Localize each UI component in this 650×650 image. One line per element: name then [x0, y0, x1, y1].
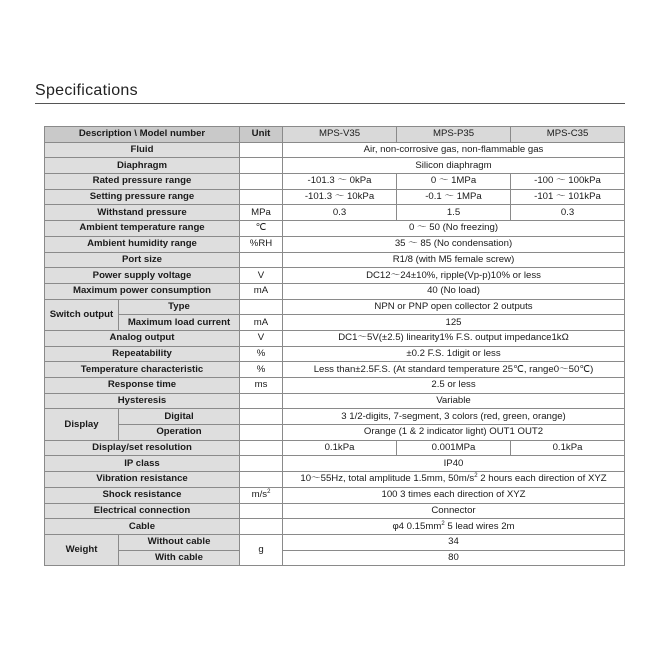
table-row — [45, 299, 625, 315]
row-value-p35: 0.001MPa — [397, 440, 511, 456]
row-value-p35: -0.1 ～ 1MPa — [397, 189, 511, 205]
row-unit: g — [240, 534, 283, 565]
row-unit — [240, 425, 283, 441]
row-label: Withstand pressure — [45, 205, 240, 221]
row-value: 40 (No load) — [283, 283, 625, 299]
sub-label: Type — [119, 299, 240, 315]
sub-label: Without cable — [119, 534, 240, 550]
table-row — [45, 425, 625, 441]
value-text: φ4 0.15mm — [392, 520, 442, 532]
row-value-c35: -100 ～ 100kPa — [511, 174, 625, 190]
row-unit — [240, 252, 283, 268]
group-label-weight: Weight — [45, 534, 119, 565]
table-row — [45, 362, 625, 378]
superscript: 2 — [441, 520, 445, 527]
sub-label: Operation — [119, 425, 240, 441]
row-value-c35: 0.1kPa — [511, 440, 625, 456]
table-row — [45, 189, 625, 205]
row-unit — [240, 142, 283, 158]
row-value: ±0.2 F.S. 1digit or less — [283, 346, 625, 362]
table-row — [45, 283, 625, 299]
row-unit — [240, 503, 283, 519]
row-unit — [240, 299, 283, 315]
row-value — [283, 472, 625, 488]
row-unit — [240, 440, 283, 456]
row-unit — [240, 409, 283, 425]
row-unit — [240, 158, 283, 174]
row-value: IP40 — [283, 456, 625, 472]
row-value: 80 — [283, 550, 625, 566]
table-row — [45, 503, 625, 519]
table-row — [45, 236, 625, 252]
row-value: Less than±2.5F.S. (At standard temperature 25℃, range0～50℃) — [283, 362, 625, 378]
row-value-v35: 0.1kPa — [283, 440, 397, 456]
table-row — [45, 378, 625, 394]
value-text: 5 lead wires 2m — [444, 520, 515, 532]
row-label: Response time — [45, 378, 240, 394]
table-row — [45, 534, 625, 550]
table-row — [45, 440, 625, 456]
row-unit: % — [240, 362, 283, 378]
table-row — [45, 252, 625, 268]
row-value: DC12～24±10%, ripple(Vp-p)10% or less — [283, 268, 625, 284]
row-value: 35 ～ 85 (No condensation) — [283, 236, 625, 252]
row-value-c35: 0.3 — [511, 205, 625, 221]
row-value: R1/8 (with M5 female screw) — [283, 252, 625, 268]
row-label: Maximum power consumption — [45, 283, 240, 299]
unit-text: m/s — [251, 489, 268, 501]
table-row — [45, 174, 625, 190]
table-header-row — [45, 127, 625, 143]
header-description: Description \ Model number — [45, 127, 240, 143]
row-label: Repeatability — [45, 346, 240, 362]
row-label: Fluid — [45, 142, 240, 158]
row-unit — [240, 189, 283, 205]
table-row — [45, 472, 625, 488]
row-value-v35: -101.3 ～ 0kPa — [283, 174, 397, 190]
row-unit: V — [240, 330, 283, 346]
table-row — [45, 487, 625, 503]
table-row — [45, 268, 625, 284]
row-label: Temperature characteristic — [45, 362, 240, 378]
table-row — [45, 409, 625, 425]
row-value: DC1～5V(±2.5) linearity1% F.S. output impedance1kΩ — [283, 330, 625, 346]
row-unit: mA — [240, 315, 283, 331]
header-unit: Unit — [240, 127, 283, 143]
row-label: Port size — [45, 252, 240, 268]
row-unit: V — [240, 268, 283, 284]
row-label: Setting pressure range — [45, 189, 240, 205]
row-value: Connector — [283, 503, 625, 519]
title-divider — [35, 103, 625, 104]
header-model-v35: MPS-V35 — [283, 127, 397, 143]
row-unit — [240, 519, 283, 535]
row-value-c35: -101 ～ 101kPa — [511, 189, 625, 205]
row-unit — [240, 487, 283, 503]
group-label-switch-output: Switch output — [45, 299, 119, 330]
row-value: 0 ～ 50 (No freezing) — [283, 221, 625, 237]
row-value: 100 3 times each direction of XYZ — [283, 487, 625, 503]
row-label: Display/set resolution — [45, 440, 240, 456]
page-title: Specifications — [35, 82, 138, 99]
row-value — [283, 519, 625, 535]
row-unit: %RH — [240, 236, 283, 252]
table-row — [45, 456, 625, 472]
row-label: Analog output — [45, 330, 240, 346]
group-label-display: Display — [45, 409, 119, 440]
table-row — [45, 330, 625, 346]
row-unit — [240, 393, 283, 409]
row-label: Vibration resistance — [45, 472, 240, 488]
row-value-p35: 1.5 — [397, 205, 511, 221]
row-unit — [240, 174, 283, 190]
table-row — [45, 315, 625, 331]
table-row — [45, 221, 625, 237]
row-label: Power supply voltage — [45, 268, 240, 284]
row-unit — [240, 456, 283, 472]
row-value: Orange (1 & 2 indicator light) OUT1 OUT2 — [283, 425, 625, 441]
row-value-v35: -101.3 ～ 10kPa — [283, 189, 397, 205]
row-label: IP class — [45, 456, 240, 472]
value-text: 2 hours each direction of XYZ — [477, 473, 607, 485]
row-unit: ms — [240, 378, 283, 394]
row-unit: MPa — [240, 205, 283, 221]
row-label: Cable — [45, 519, 240, 535]
table-row — [45, 142, 625, 158]
sub-label: Maximum load current — [119, 315, 240, 331]
row-value: Silicon diaphragm — [283, 158, 625, 174]
row-value-p35: 0 ～ 1MPa — [397, 174, 511, 190]
row-value: Air, non-corrosive gas, non-flammable gas — [283, 142, 625, 158]
row-value: 3 1/2-digits, 7-segment, 3 colors (red, green, orange) — [283, 409, 625, 425]
row-label: Ambient temperature range — [45, 221, 240, 237]
table-row — [45, 550, 625, 566]
row-unit: ℃ — [240, 221, 283, 237]
table-row — [45, 519, 625, 535]
row-label: Rated pressure range — [45, 174, 240, 190]
row-label: Ambient humidity range — [45, 236, 240, 252]
sub-label: With cable — [119, 550, 240, 566]
row-value: Variable — [283, 393, 625, 409]
header-model-c35: MPS-C35 — [511, 127, 625, 143]
row-label: Electrical connection — [45, 503, 240, 519]
row-label: Hysteresis — [45, 393, 240, 409]
table-row — [45, 393, 625, 409]
row-value: 34 — [283, 534, 625, 550]
sub-label: Digital — [119, 409, 240, 425]
row-label: Diaphragm — [45, 158, 240, 174]
header-model-p35: MPS-P35 — [397, 127, 511, 143]
row-value: 2.5 or less — [283, 378, 625, 394]
specifications-table — [44, 126, 625, 566]
table-row — [45, 346, 625, 362]
row-unit: % — [240, 346, 283, 362]
table-row — [45, 205, 625, 221]
superscript: 2 — [267, 488, 271, 495]
row-unit — [240, 472, 283, 488]
row-label: Shock resistance — [45, 487, 240, 503]
value-text: 10～55Hz, total amplitude 1.5mm, 50m/s — [300, 473, 475, 485]
table-row — [45, 158, 625, 174]
row-value: NPN or PNP open collector 2 outputs — [283, 299, 625, 315]
row-unit: mA — [240, 283, 283, 299]
superscript: 2 — [474, 473, 478, 480]
row-value: 125 — [283, 315, 625, 331]
row-value-v35: 0.3 — [283, 205, 397, 221]
